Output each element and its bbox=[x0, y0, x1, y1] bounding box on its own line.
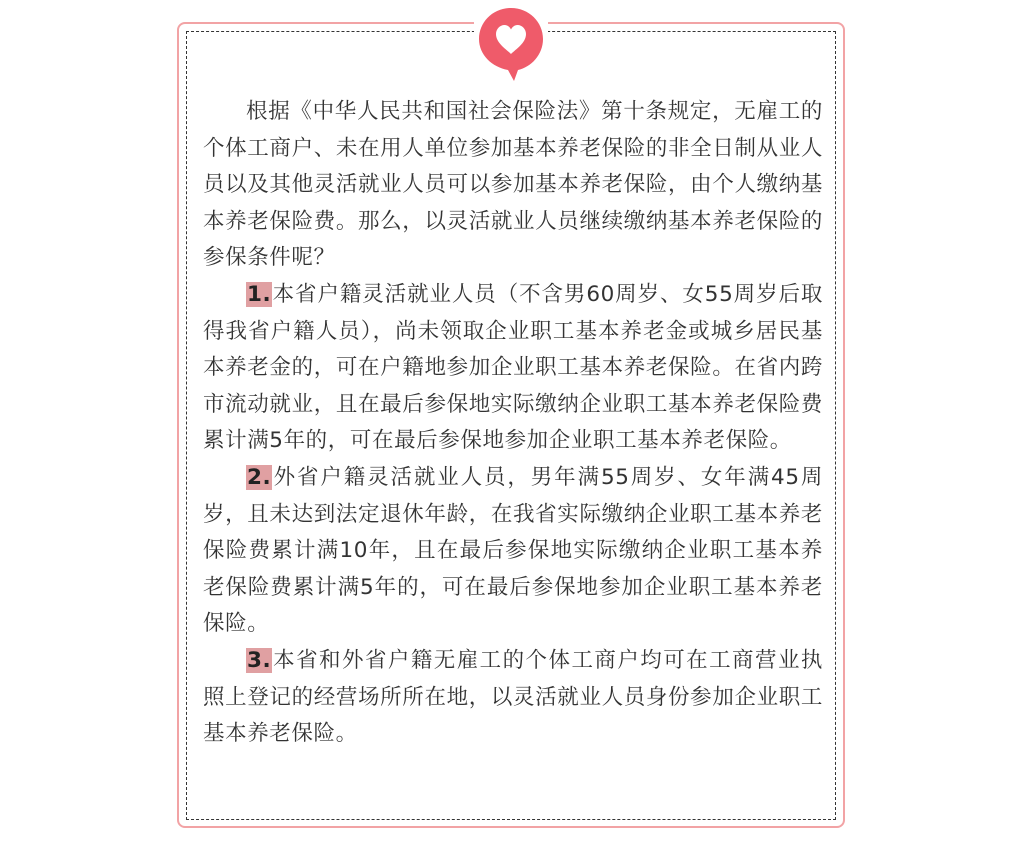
condition-item-2 bbox=[203, 460, 823, 643]
item-number-badge: 2. bbox=[247, 464, 272, 490]
condition-item-3 bbox=[203, 643, 823, 753]
item-text: 外省户籍灵活就业人员，男年满55周岁、女年满45周岁，且未达到法定退休年龄，在我省实际缴纳企业职工基本养老保险费累计满10年，且在最后参保地实际缴纳企业职工基本养老保险费累计满5年的，可在最后参保地参加企业职工基本养老保险。 bbox=[203, 464, 823, 637]
item-text: 本省和外省户籍无雇工的个体工商户均可在工商营业执照上登记的经营场所所在地，以灵活就业人员身份参加企业职工基本养老保险。 bbox=[203, 647, 823, 747]
item-number-badge: 1. bbox=[247, 281, 272, 307]
item-number-badge: 3. bbox=[247, 647, 272, 673]
intro-paragraph: 根据《中华人民共和国社会保险法》第十条规定，无雇工的个体工商户、未在用人单位参加基本养老保险的非全日制从业人员以及其他灵活就业人员可以参加基本养老保险，由个人缴纳基本养老保险费。那么，以灵活就业人员继续缴纳基本养老保险的参保条件呢？ bbox=[203, 99, 823, 271]
condition-item-1 bbox=[203, 277, 823, 460]
item-text: 本省户籍灵活就业人员（不含男60周岁、女55周岁后取得我省户籍人员），尚未领取企业职工基本养老金或城乡居民基本养老金的，可在户籍地参加企业职工基本养老保险。在省内跨市流动就业，且在最后参保地实际缴纳企业职工基本养老保险费累计满5年的，可在最后参保地参加企业职工基本养老保险。 bbox=[203, 281, 823, 454]
article-body bbox=[203, 94, 823, 753]
heart-speech-bubble-icon bbox=[474, 4, 548, 82]
